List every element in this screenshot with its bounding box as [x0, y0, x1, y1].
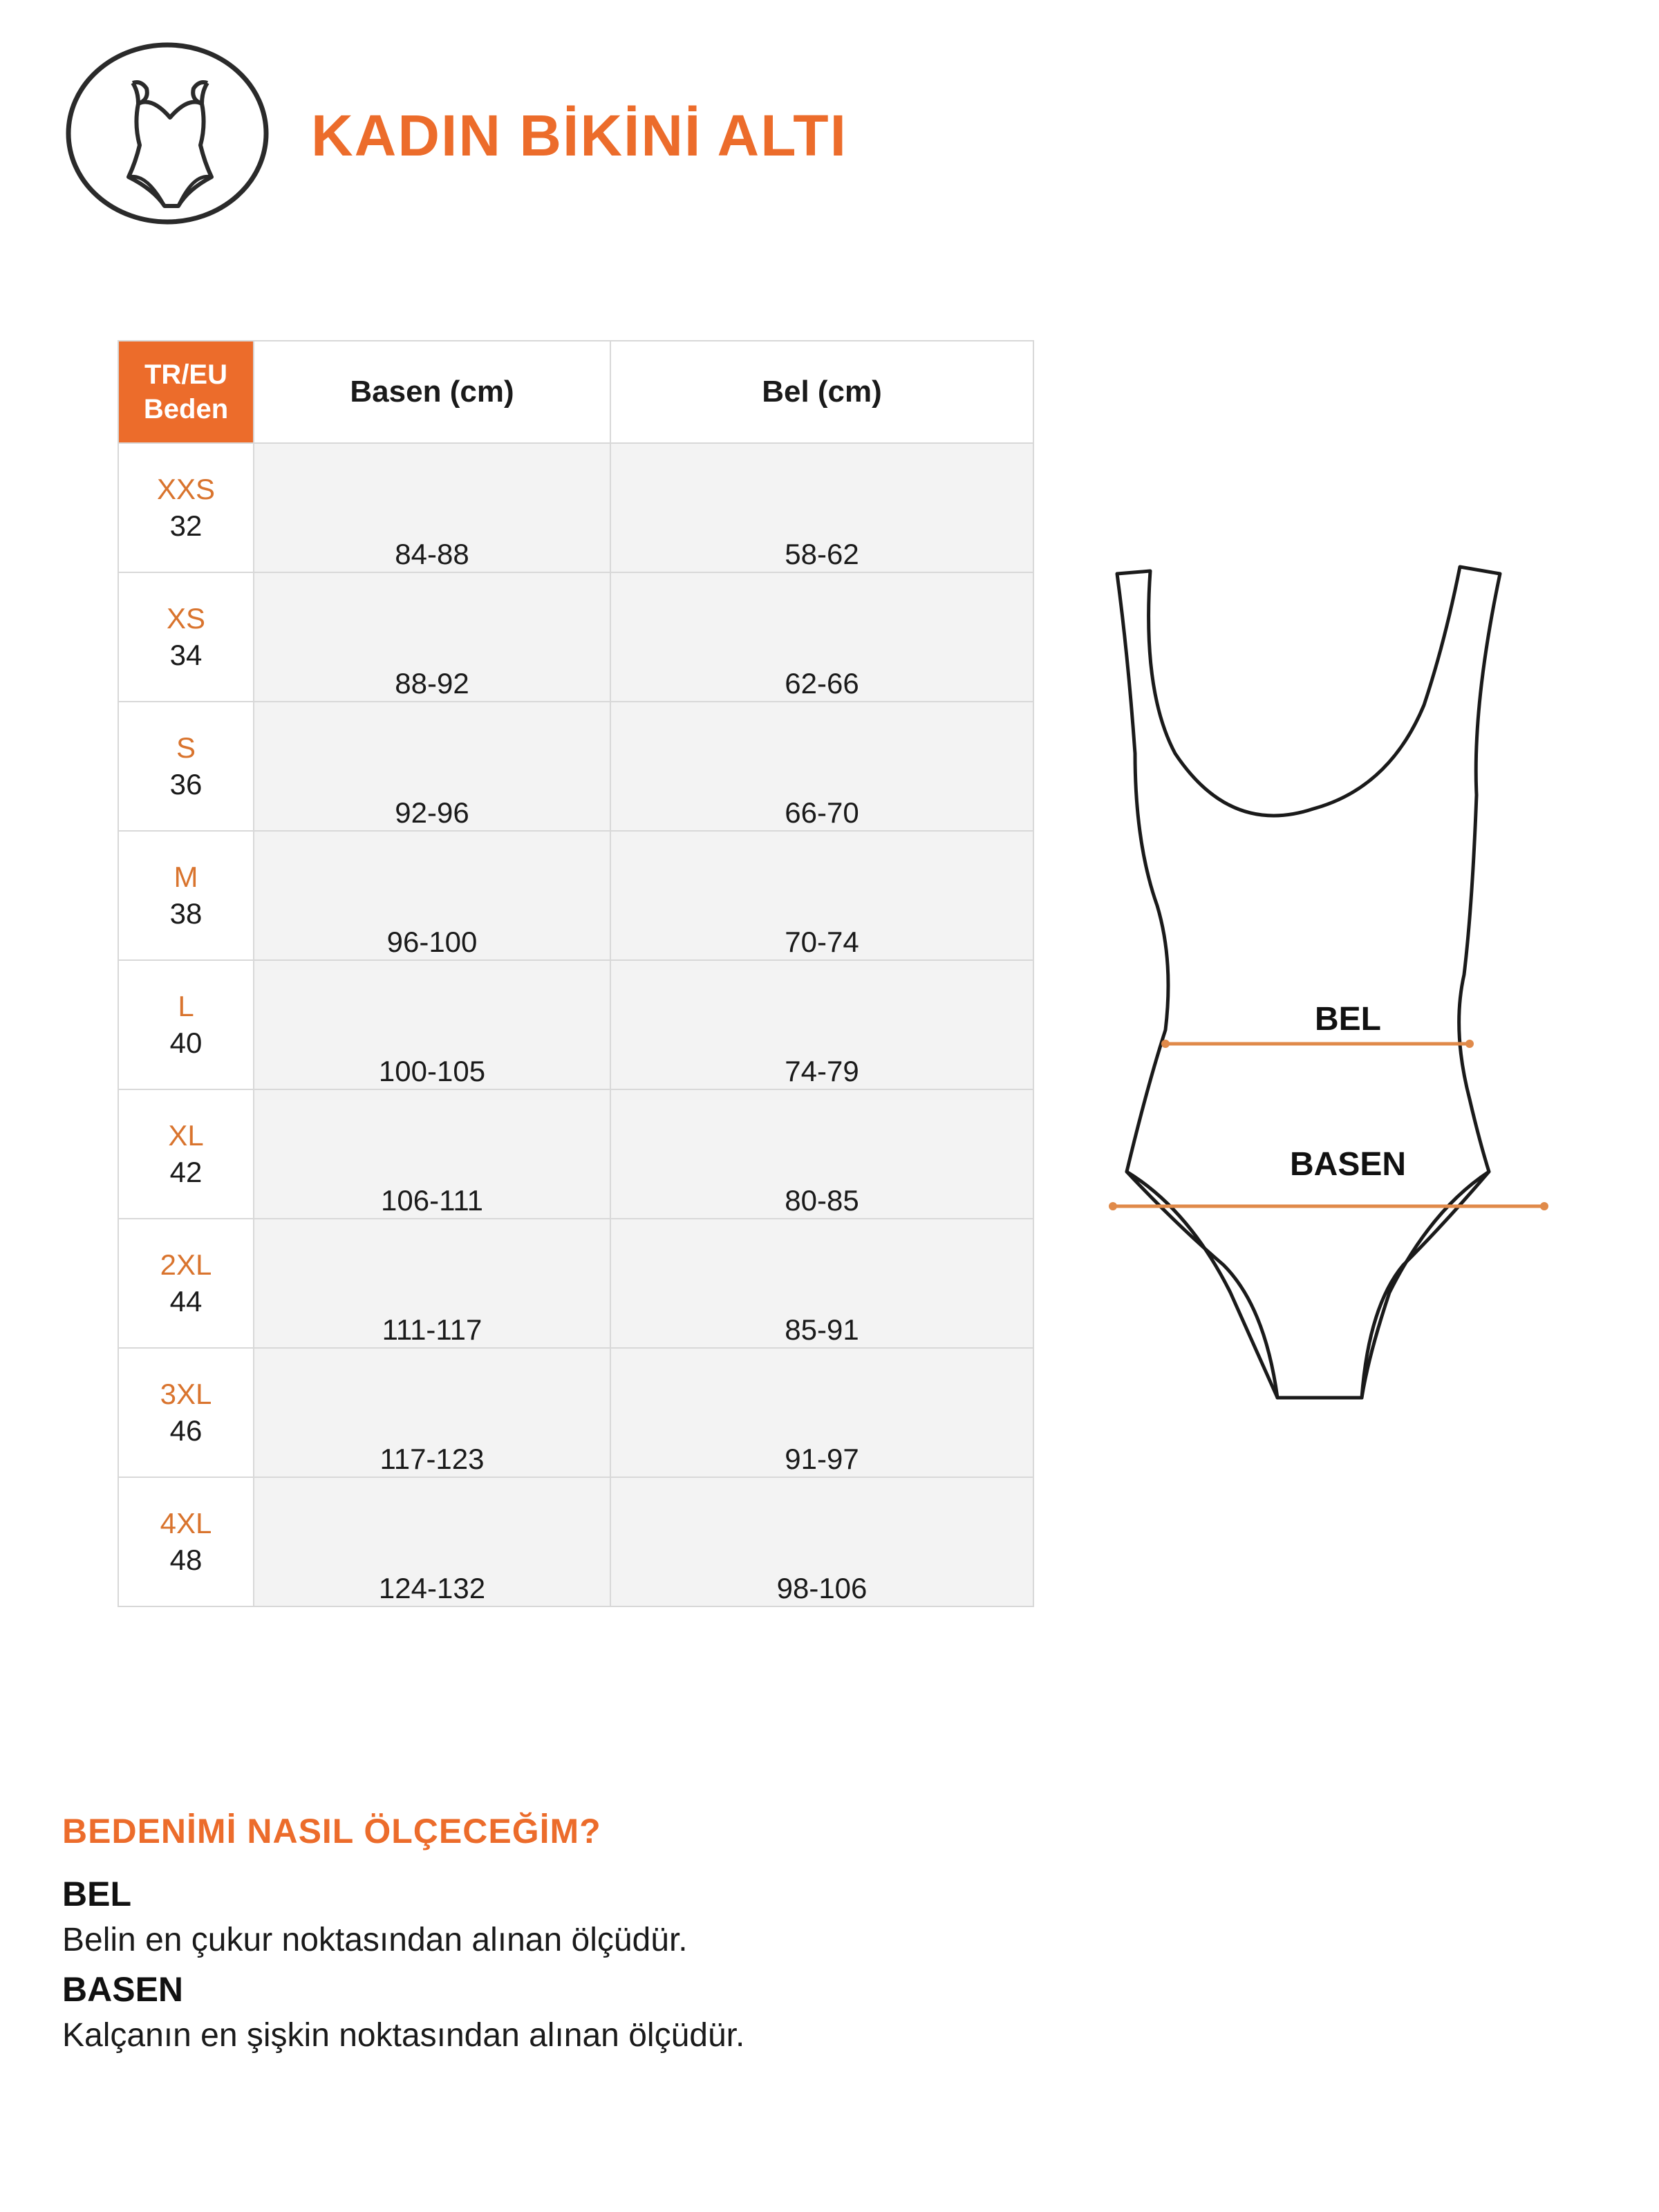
size-cell — [118, 1477, 254, 1606]
size-cell — [118, 1348, 254, 1477]
bel-term: BEL — [62, 1875, 131, 1913]
swimsuit-measurement-diagram — [1085, 546, 1569, 1445]
table-row — [118, 1089, 1033, 1219]
bel-cell — [610, 960, 1033, 1089]
size-cell — [118, 443, 254, 572]
basen-value: 117-123 — [379, 1443, 485, 1475]
table-header-row — [118, 341, 1033, 443]
size-label: 3XL — [160, 1378, 212, 1410]
size-number: 36 — [169, 768, 203, 800]
page-title: KADIN BİKİNİ ALTI — [311, 103, 847, 168]
size-number: 44 — [169, 1285, 203, 1318]
size-cell — [118, 572, 254, 702]
basen-value: 92-96 — [395, 796, 469, 829]
header-basen: Basen (cm) — [254, 341, 610, 443]
basen-cell — [254, 960, 610, 1089]
table-row — [118, 1477, 1033, 1606]
size-label: L — [178, 990, 194, 1022]
bel-cell — [610, 1219, 1033, 1348]
size-label: 4XL — [160, 1507, 212, 1539]
table-row — [118, 702, 1033, 831]
size-label: XXS — [156, 473, 216, 505]
header-bel: Bel (cm) — [610, 341, 1033, 443]
bel-cell — [610, 1348, 1033, 1477]
table-row — [118, 572, 1033, 702]
basen-value: 124-132 — [378, 1572, 486, 1604]
basen-value: 100-105 — [378, 1055, 486, 1087]
bel-value: 98-106 — [776, 1572, 868, 1604]
basen-cell — [254, 1219, 610, 1348]
bel-cell — [610, 1089, 1033, 1219]
bel-value: 66-70 — [785, 796, 859, 829]
basen-value: 84-88 — [395, 538, 469, 570]
size-number: 38 — [169, 897, 203, 930]
size-label: S — [176, 731, 196, 764]
table-row — [118, 831, 1033, 960]
size-cell — [118, 831, 254, 960]
size-number: 40 — [169, 1027, 203, 1059]
size-number: 42 — [169, 1156, 203, 1188]
swimsuit-logo-icon — [64, 41, 271, 225]
bel-cell — [610, 1477, 1033, 1606]
basen-value: 111-117 — [382, 1313, 482, 1346]
bel-cell — [610, 702, 1033, 831]
bel-value: 74-79 — [785, 1055, 859, 1087]
bel-description: Belin en çukur noktasından alınan ölçüdür. — [62, 1922, 688, 1958]
bel-value: 58-62 — [785, 538, 859, 570]
size-number: 46 — [169, 1414, 203, 1447]
size-cell — [118, 1089, 254, 1219]
size-number: 34 — [169, 639, 203, 671]
table-row — [118, 960, 1033, 1089]
table-row — [118, 443, 1033, 572]
size-label: XL — [168, 1119, 204, 1152]
table-row — [118, 1348, 1033, 1477]
swimsuit-outline-icon — [1117, 567, 1500, 1398]
size-chart-table — [118, 340, 1034, 1607]
size-label: XS — [166, 602, 206, 635]
basen-cell — [254, 702, 610, 831]
bel-value: 80-85 — [785, 1184, 859, 1217]
basen-value: 96-100 — [386, 926, 478, 958]
header-size — [118, 341, 254, 443]
size-cell — [118, 702, 254, 831]
basen-cell — [254, 1089, 610, 1219]
how-to-measure-section — [62, 1811, 1583, 2063]
bel-cell — [610, 831, 1033, 960]
basen-description: Kalçanın en şişkin noktasından alınan ölçüdür. — [62, 2017, 745, 2054]
header-size-line-2: Beden — [143, 394, 229, 424]
basen-cell — [254, 1477, 610, 1606]
basen-cell — [254, 443, 610, 572]
size-number: 48 — [169, 1544, 203, 1576]
how-to-measure-title: BEDENİMİ NASIL ÖLÇECEĞİM? — [62, 1812, 601, 1850]
basen-value: 106-111 — [381, 1184, 483, 1217]
bel-value: 85-91 — [785, 1313, 859, 1346]
basen-term: BASEN — [62, 1970, 184, 2009]
bel-cell — [610, 572, 1033, 702]
bel-value: 70-74 — [785, 926, 859, 958]
table-row — [118, 1219, 1033, 1348]
size-cell — [118, 1219, 254, 1348]
basen-cell — [254, 831, 610, 960]
header-size-line-1: TR/EU — [144, 359, 227, 390]
size-cell — [118, 960, 254, 1089]
bel-value: 62-66 — [785, 667, 859, 700]
size-number: 32 — [169, 509, 203, 542]
size-label: 2XL — [160, 1248, 212, 1281]
bel-diagram-label: BEL — [1315, 1001, 1381, 1038]
basen-cell — [254, 572, 610, 702]
bel-value: 91-97 — [785, 1443, 859, 1475]
basen-diagram-label: BASEN — [1289, 1146, 1407, 1183]
basen-cell — [254, 1348, 610, 1477]
size-label: M — [174, 861, 198, 893]
bel-cell — [610, 443, 1033, 572]
bel-measure-line — [1161, 1040, 1474, 1048]
basen-value: 88-92 — [395, 667, 469, 700]
